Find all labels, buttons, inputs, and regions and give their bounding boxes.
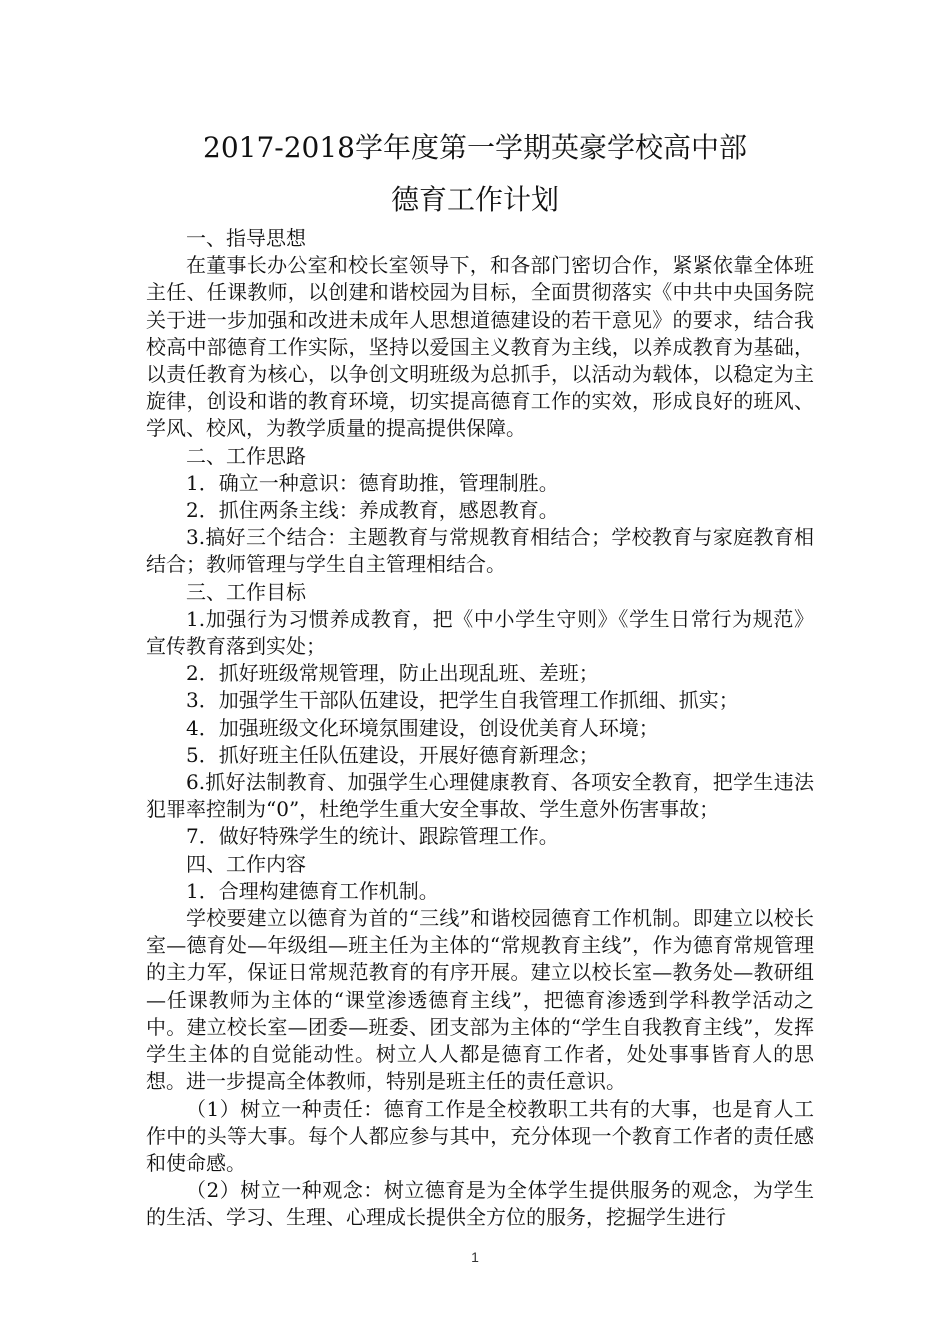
section-heading: 三、工作目标 [186,579,306,604]
body-paragraph: 1．确立一种意识：德育助推，管理制胜。 [186,470,559,495]
page-number: 1 [471,1249,479,1265]
section-heading: 二、工作思路 [186,443,306,468]
body-paragraph: 1.加强行为习惯养成教育，把《中小学生守则》《学生日常行为规范》宣传教育落到实处； [146,606,814,659]
body-paragraph: 2．抓住两条主线：养成教育，感恩教育。 [186,498,559,523]
body-paragraph: 1．合理构建德育工作机制。 [186,878,439,903]
document-body [146,225,814,1232]
body-paragraph: 6.抓好法制教育、加强学生心理健康教育、各项安全教育，把学生违法犯罪率控制为“0”，杜绝学生重大安全事故、学生意外伤害事故； [146,770,814,822]
body-paragraph: 4．加强班级文化环境氛围建设，创设优美育人环境； [186,715,659,740]
document-title-line-1: 2017-2018学年度第一学期英豪学校高中部 [203,131,747,164]
body-paragraph: 在董事长办公室和校长室领导下，和各部门密切合作，紧紧依靠全体班主任、任课教师，以创建和谐校园为目标，全面贯彻落实《中共中央国务院关于进一步加强和改进未成年人思想道德建设的若干意见》的要求，结合我校高中部德育工作实际，坚持以爱国主义教育为主线，以养成教育为基础，以责任教育为核心，以争创文明班级为总抓手，以活动为载体，以稳定为主旋律，创设和谐的教育环境，切实提高德育工作的实效，形成良好的班风、学风、校风，为教学质量的提高提供保障。 [146,253,814,441]
section-heading: 一、指导思想 [186,226,306,250]
body-paragraph: 学校要建立以德育为首的“三线”和谐校园德育工作机制。即建立以校长室—德育处—年级组—班主任为主体的“常规教育主线”，作为德育常规管理的主力军，保证日常规范教育的有序开展。建立以校长室—教务处—教研组—任课教师为主体的“课堂渗透德育主线”，把德育渗透到学科教学活动之中。建立校长室—团委—班委、团支部为主体的“学生自我教育主线”，发挥学生主体的自觉能动性。树立人人都是德育工作者，处处事事皆育人的思想。进一步提高全体教师，特别是班主任的责任意识。 [146,906,814,1094]
body-paragraph: （1）树立一种责任：德育工作是全校教职工共有的大事，也是育人工作中的头等大事。每个人都应参与其中，充分体现一个教育工作者的责任感和使命感。 [146,1096,814,1175]
body-paragraph: 2．抓好班级常规管理，防止出现乱班、差班； [186,661,599,686]
document-title-line-2: 德育工作计划 [390,183,559,216]
body-paragraph: （2）树立一种观念：树立德育是为全体学生提供服务的观念，为学生的生活、学习、生理、心理成长提供全方位的服务，挖掘学生进行 [146,1178,814,1230]
body-paragraph: 5．抓好班主任队伍建设，开展好德育新理念； [186,742,599,767]
body-paragraph: 7．做好特殊学生的统计、跟踪管理工作。 [186,824,559,849]
body-paragraph: 3．加强学生干部队伍建设，把学生自我管理工作抓细、抓实； [186,688,739,713]
body-paragraph: 3.搞好三个结合：主题教育与常规教育相结合；学校教育与家庭教育相结合；教师管理与学生自主管理相结合。 [146,525,814,577]
section-heading: 四、工作内容 [186,851,306,876]
